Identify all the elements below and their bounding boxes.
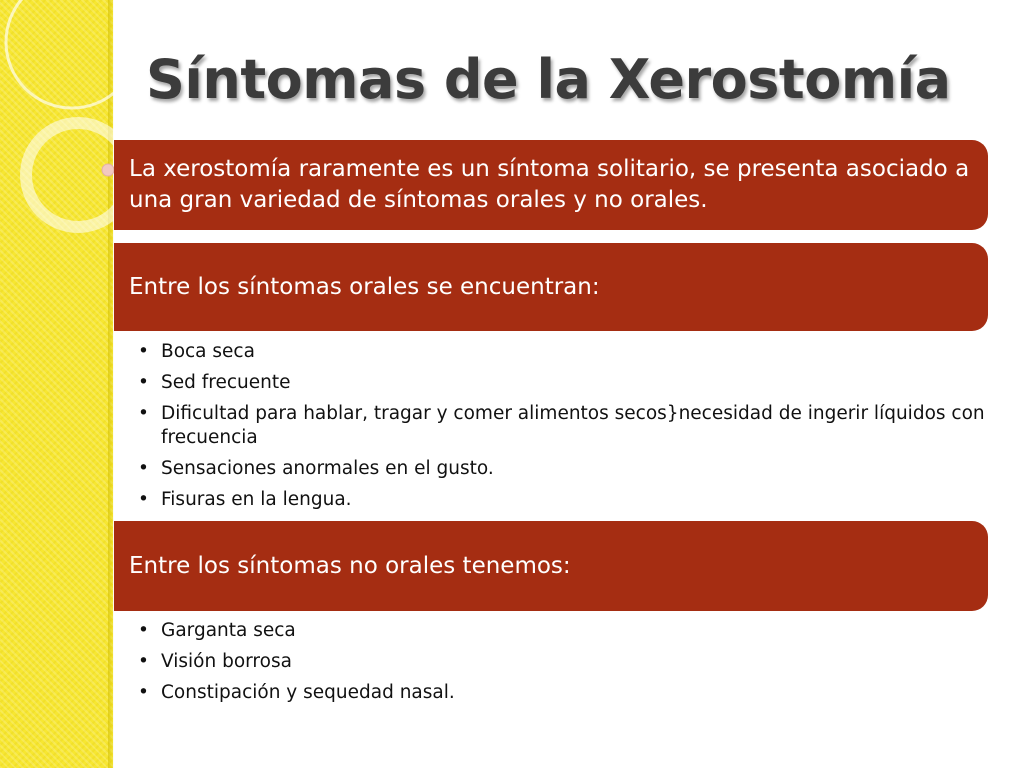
oral-heading: Entre los síntomas orales se encuentran: — [129, 273, 600, 300]
list-item — [137, 488, 987, 512]
nonoral-heading: Entre los síntomas no orales tenemos: — [129, 552, 571, 579]
nonoral-symptoms-list — [137, 619, 987, 712]
list-item — [137, 340, 987, 364]
list-item-text: Garganta seca — [161, 620, 296, 641]
oral-heading-box — [114, 243, 988, 331]
list-item-text: Dificultad para hablar, tragar y comer alimentos secos}necesidad de ingerir líquidos con frecuencia — [161, 403, 985, 448]
bullet-icon: • — [138, 458, 149, 479]
bullet-icon: • — [138, 651, 149, 672]
bullet-icon: • — [138, 620, 149, 641]
list-item — [137, 681, 987, 705]
list-item-text: Sed frecuente — [161, 372, 291, 393]
list-item-text: Fisuras en la lengua. — [161, 489, 352, 510]
list-item — [137, 650, 987, 674]
list-item — [137, 371, 987, 395]
bullet-icon: • — [138, 403, 149, 424]
list-item-text: Boca seca — [161, 341, 255, 362]
list-item — [137, 402, 987, 450]
deco-dot — [102, 164, 114, 176]
list-item-text: Sensaciones anormales en el gusto. — [161, 458, 494, 479]
list-item-text: Visión borrosa — [161, 651, 292, 672]
bullet-icon: • — [138, 489, 149, 510]
intro-text: La xerostomía raramente es un síntoma solitario, se presenta asociado a una gran variedad de síntomas orales y no orales. — [129, 156, 970, 213]
slide-title: Síntomas de la Xerostomía — [146, 48, 951, 111]
list-item — [137, 457, 987, 481]
bullet-icon: • — [138, 682, 149, 703]
nonoral-heading-box — [114, 521, 988, 611]
bullet-icon: • — [138, 372, 149, 393]
list-item — [137, 619, 987, 643]
intro-box — [114, 140, 988, 230]
oral-symptoms-list — [137, 340, 987, 519]
deco-ring-large — [6, 0, 138, 108]
bullet-icon: • — [138, 341, 149, 362]
list-item-text: Constipación y sequedad nasal. — [161, 682, 455, 703]
